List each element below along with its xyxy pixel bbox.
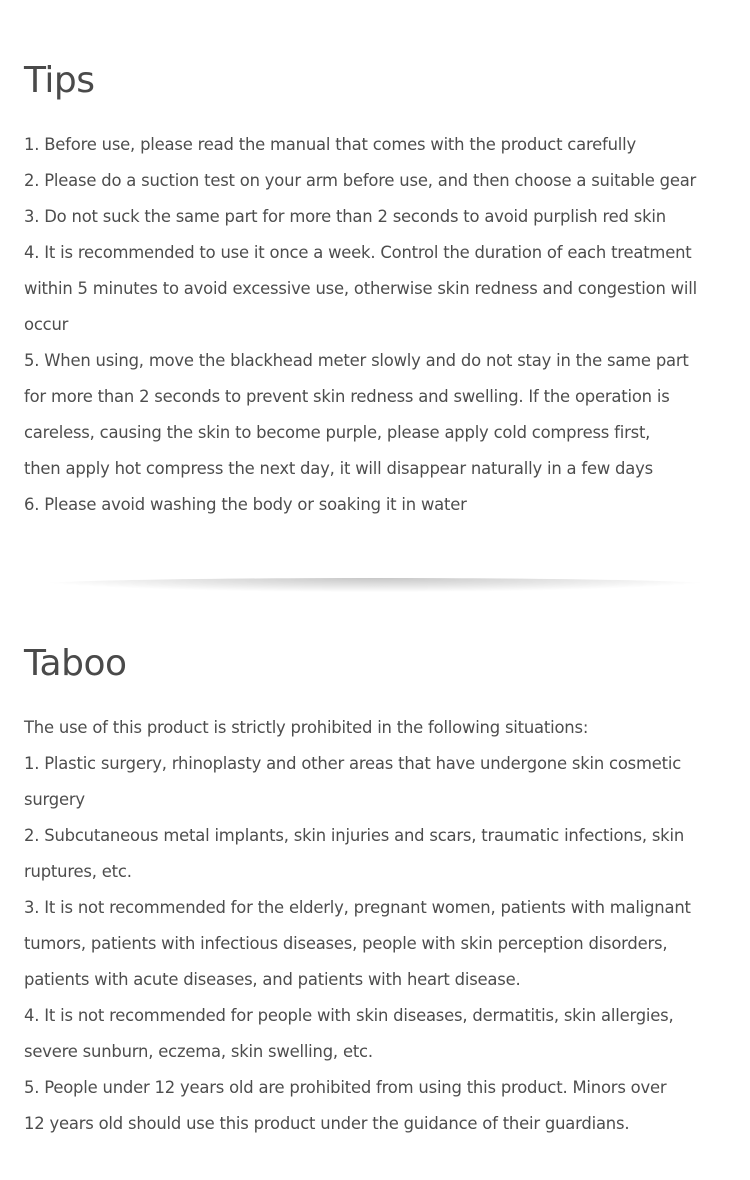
taboo-line: 3. It is not recommended for the elderly, pregnant women, patients with malignant	[24, 898, 691, 917]
taboo-line: severe sunburn, eczema, skin swelling, etc.	[24, 1042, 373, 1061]
tips-line: 4. It is recommended to use it once a week. Control the duration of each treatment	[24, 243, 692, 262]
tips-line: 6. Please avoid washing the body or soaking it in water	[24, 495, 467, 514]
taboo-line: 4. It is not recommended for people with skin diseases, dermatitis, skin allergies,	[24, 1006, 674, 1025]
tips-line: 2. Please do a suction test on your arm before use, and then choose a suitable gear	[24, 171, 697, 190]
tips-list	[24, 127, 734, 523]
taboo-line: ruptures, etc.	[24, 862, 132, 881]
taboo-line: The use of this product is strictly prohibited in the following situations:	[24, 718, 589, 737]
taboo-title: Taboo	[24, 643, 127, 684]
tips-title: Tips	[24, 60, 95, 101]
taboo-line: 12 years old should use this product under the guidance of their guardians.	[24, 1114, 630, 1133]
taboo-line: tumors, patients with infectious diseases, people with skin perception disorders,	[24, 934, 668, 953]
tips-line: 3. Do not suck the same part for more than 2 seconds to avoid purplish red skin	[24, 207, 666, 226]
section-divider	[30, 578, 720, 592]
tips-section	[24, 58, 734, 523]
tips-line: careless, causing the skin to become purple, please apply cold compress first,	[24, 423, 651, 442]
taboo-list	[24, 710, 734, 1142]
tips-line: for more than 2 seconds to prevent skin redness and swelling. If the operation is	[24, 387, 670, 406]
tips-line: within 5 minutes to avoid excessive use, otherwise skin redness and congestion will	[24, 279, 697, 298]
tips-line: occur	[24, 315, 69, 334]
tips-line: 1. Before use, please read the manual that comes with the product carefully	[24, 135, 636, 154]
taboo-line: 2. Subcutaneous metal implants, skin injuries and scars, traumatic infections, skin	[24, 826, 685, 845]
taboo-line: 5. People under 12 years old are prohibited from using this product. Minors over	[24, 1078, 667, 1097]
taboo-line: patients with acute diseases, and patients with heart disease.	[24, 970, 521, 989]
taboo-line: surgery	[24, 790, 85, 809]
taboo-section	[24, 641, 734, 1142]
tips-line: 5. When using, move the blackhead meter slowly and do not stay in the same part	[24, 351, 689, 370]
taboo-line: 1. Plastic surgery, rhinoplasty and other areas that have undergone skin cosmetic	[24, 754, 682, 773]
tips-line: then apply hot compress the next day, it will disappear naturally in a few days	[24, 459, 653, 478]
